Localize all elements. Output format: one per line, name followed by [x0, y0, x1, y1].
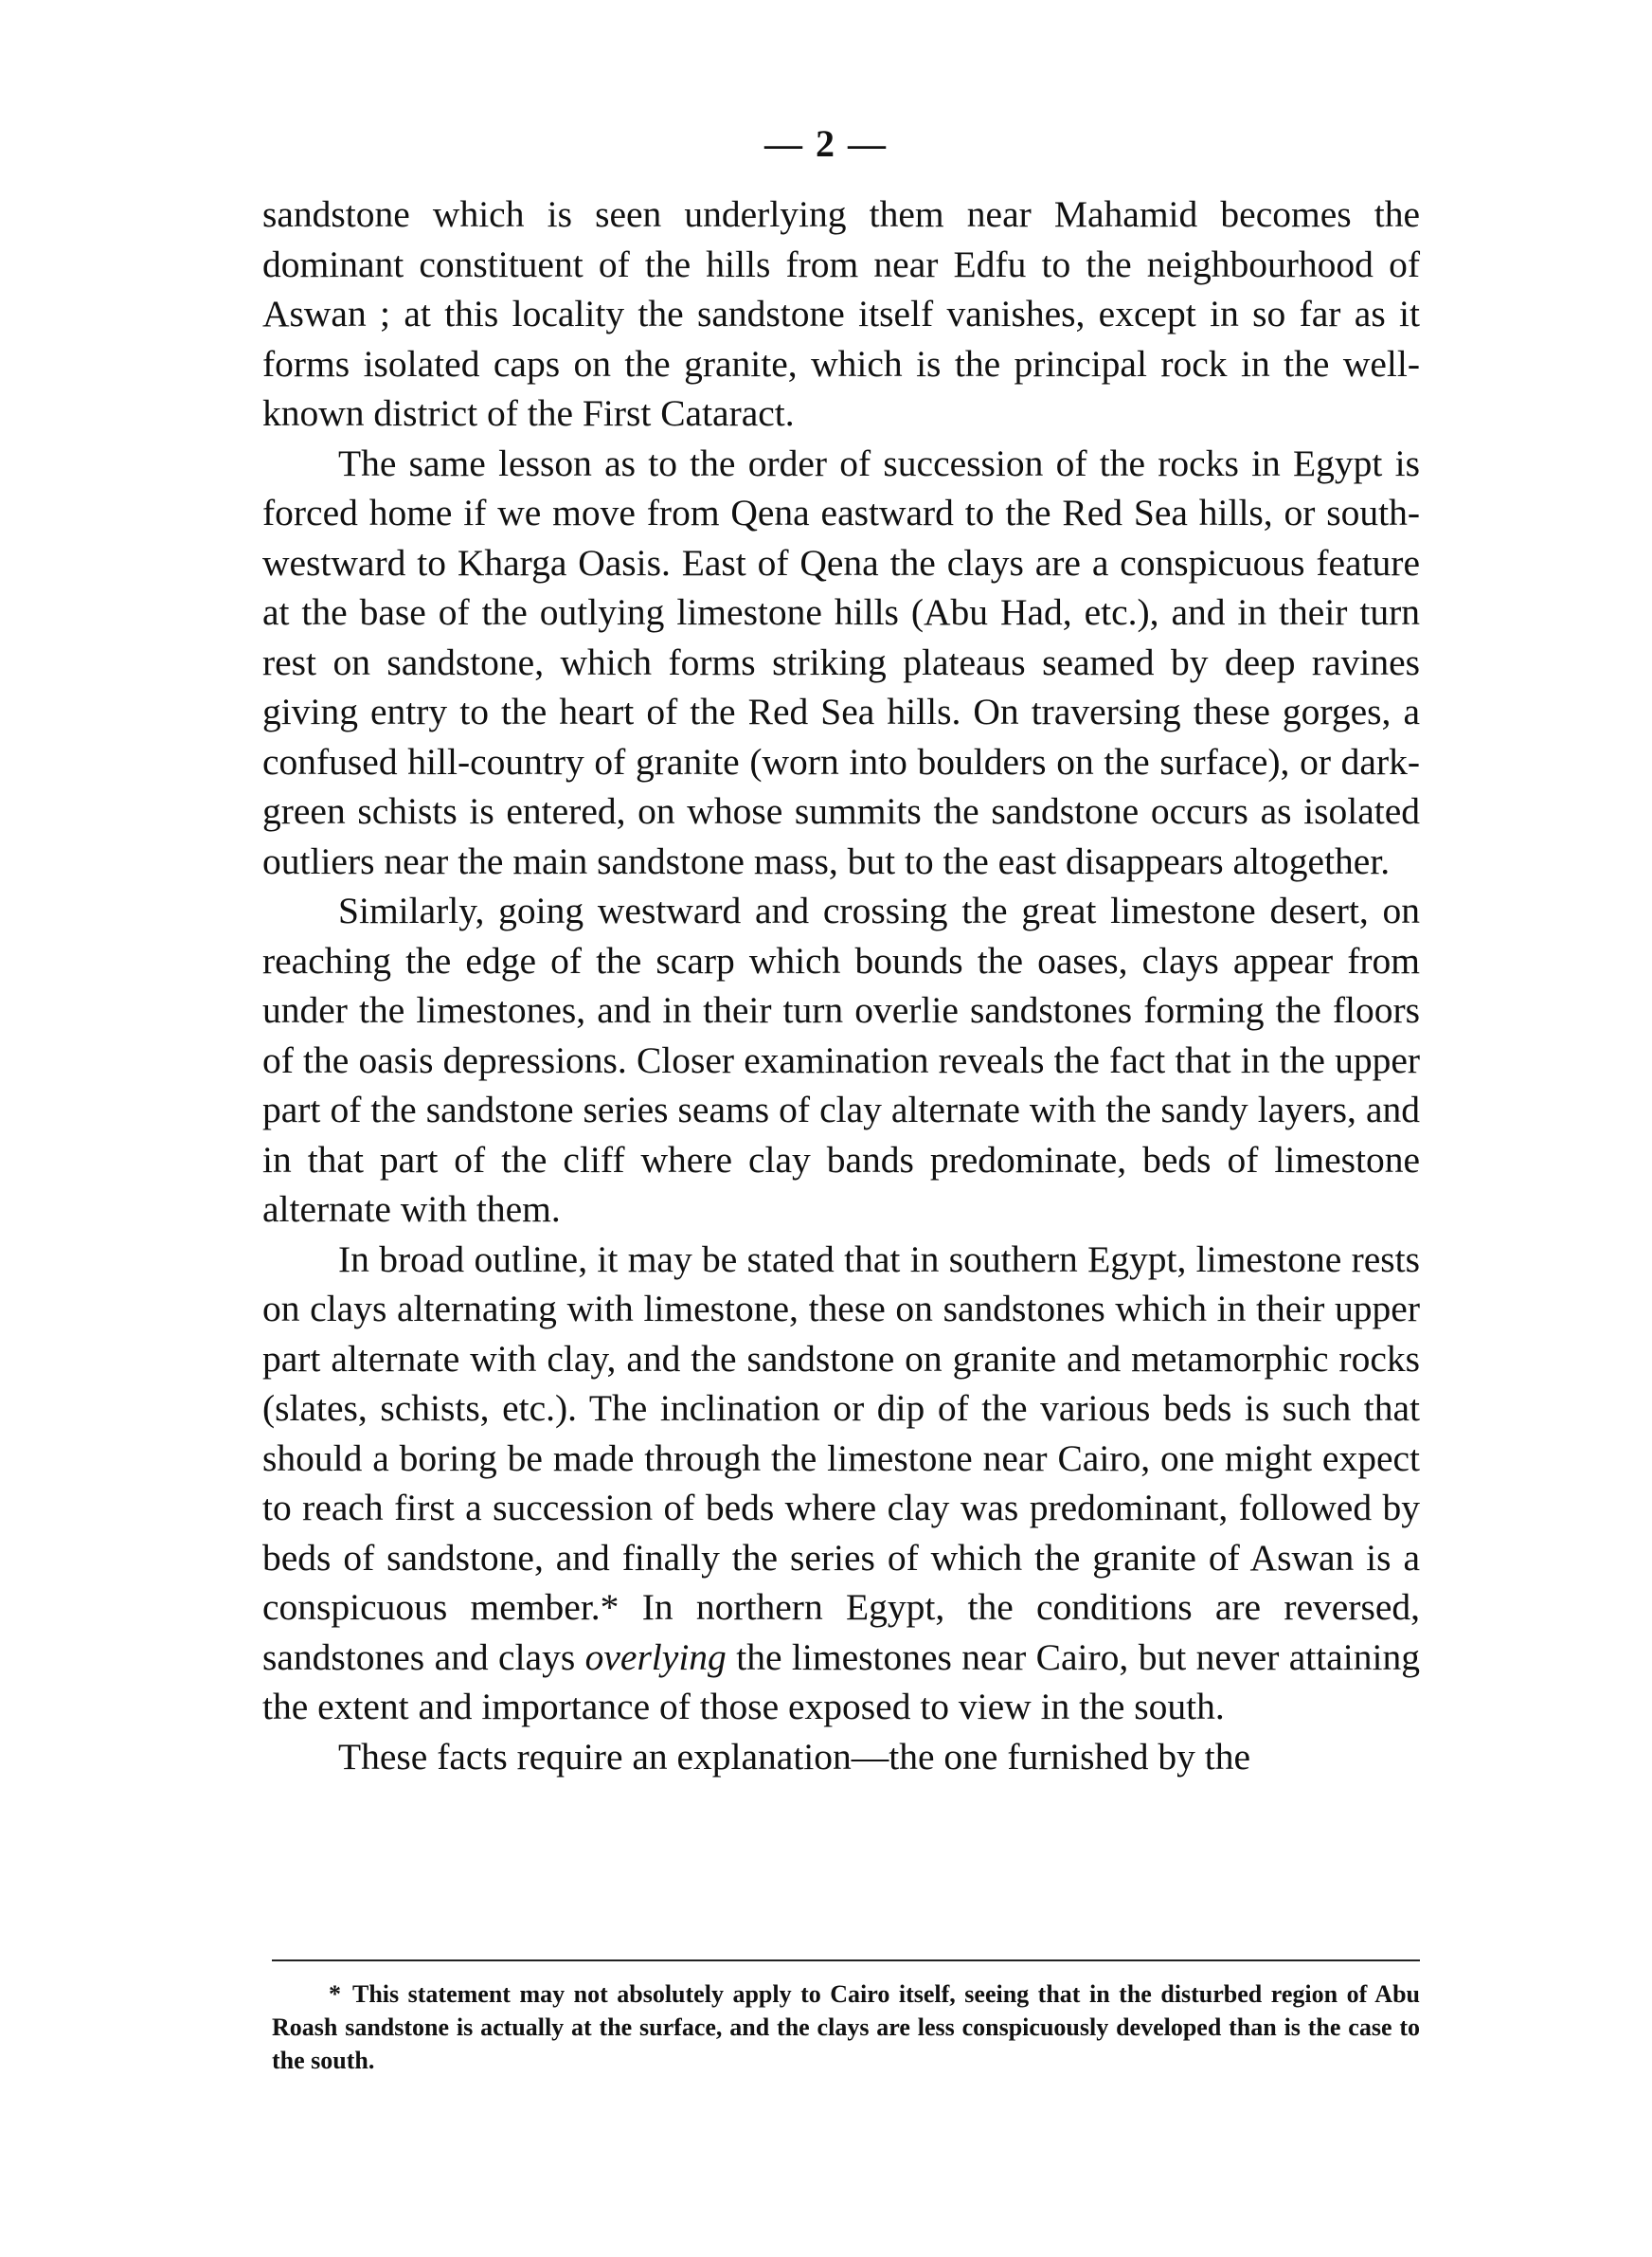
paragraph-4-text-after: the limestones near Cairo, but never attaining the extent and importance of those exposed to view in the south. [262, 1635, 1420, 1727]
paragraph-2: The same lesson as to the order of succession of the rocks in Egypt is forced home if we move from Qena eastward to the Red Sea hills, or south-westward to Kharga Oasis. East of Qena the clays are a conspicuous feature at the base of the outlying limestone hills (Abu Had, etc.), and in their turn rest on sandstone, which forms striking plateaus seamed by deep ravines giving entry to the heart of the Red Sea hills. On traversing these gorges, a confused hill-country of granite (worn into boulders on the surface), or dark-green schists is entered, on whose summits the sandstone occurs as isolated outliers near the main sandstone mass, but to the east disappears altogether. [262, 442, 1420, 882]
footnote-text: This statement may not absolutely apply to Cairo itself, seeing that in the disturbed region of Abu Roash sandstone is actually at the surface, and the clays are less conspicuously developed than is the case to the south. [272, 1980, 1420, 2074]
emphasis-overlying: overlying [584, 1635, 727, 1678]
paragraph-4 [262, 1235, 1420, 1732]
paragraph-4-text-before: In broad outline, it may be stated that in southern Egypt, limestone rests on clays alternating with limestone, these on sandstones which in their upper part alternate with clay, and the sandstone on granite and metamorphic rocks (slates, schists, etc.). The inclination or dip of the various beds is such that should a boring be made through the limestone near Cairo, one might expect to reach first a succession of beds where clay was predominant, followed by beds of sandstone, and finally the series of which the granite of Aswan is a conspicuous member.* In northern Egypt, the conditions are reversed, sandstones and clays [262, 1237, 1420, 1678]
page-number: — 2 — [764, 122, 888, 165]
footnote-divider [272, 1959, 1420, 1961]
footnote [272, 1977, 1420, 2077]
footnote-marker: * [329, 1980, 341, 2008]
paragraph-5: These facts require an explanation—the one furnished by the [338, 1735, 1251, 1778]
paragraph-1: sandstone which is seen underlying them near Mahamid becomes the dominant constituent of the hills from near Edfu to the neighbourhood of Aswan ; at this locality the sandstone itself vanishes, except in so far as it forms isolated caps on the granite, which is the principal rock in the well-known district of the First Cataract. [262, 193, 1420, 434]
main-text [262, 190, 1420, 1781]
paragraph-3: Similarly, going westward and crossing the great limestone desert, on reaching the edge of the scarp which bounds the oases, clays appear from under the limestones, and in their turn overlie sandstones forming the floors of the oasis depressions. Closer examination reveals the fact that in the upper part of the sandstone series seams of clay alternate with the sandy layers, and in that part of the cliff where clay bands predominate, beds of limestone alternate with them. [262, 890, 1420, 1230]
